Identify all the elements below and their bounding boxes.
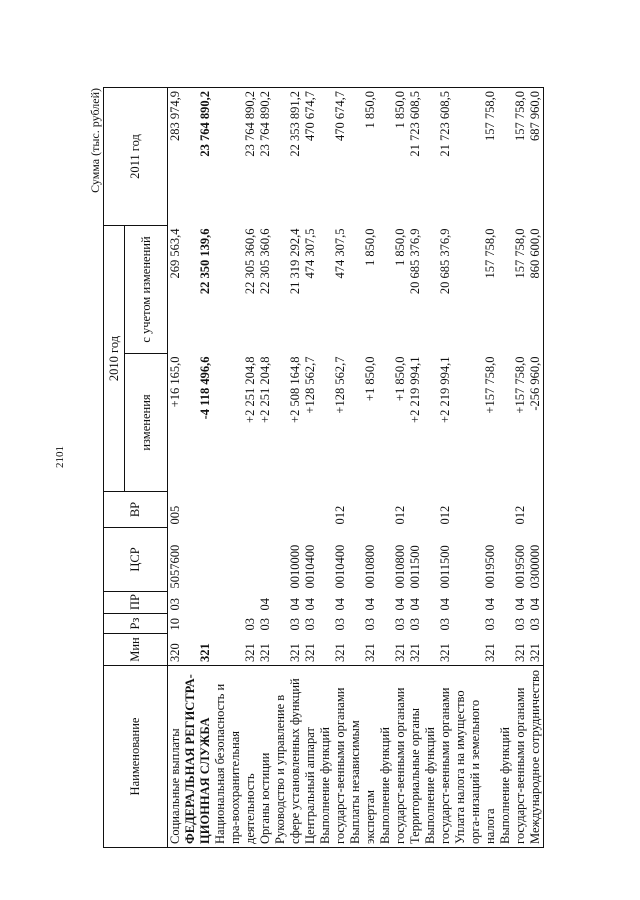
cell-pr: 04 [258,598,272,611]
cell-with-changes: 20 685 376,9 [408,228,422,295]
cell-min: 321 [408,643,422,662]
cell-with-changes: 20 685 376,9 [438,228,452,295]
cell-csr: 0300000 [528,528,544,592]
cell-vr [303,492,318,528]
cell-with-changes: 22 350 139,6 [198,228,212,295]
cell-changes: +1 850,0 [393,356,407,402]
header-rz: Рз [104,614,168,634]
header-pr: ПР [104,592,168,614]
cell-vr: 012 [513,505,527,525]
header-with-changes: с учетом изменений [125,225,168,353]
cell-min: 321 [333,643,347,662]
cell-csr: 0010400 [333,544,347,589]
table-row [258,87,273,847]
cell-min: 321 [198,643,212,662]
header-2010: 2010 год [104,225,125,491]
header-min: Мин [104,634,168,666]
cell-with-changes: 21 319 292,4 [288,228,302,295]
cell-2011: 283 974,9 [168,87,184,225]
cell-2011: 157 758,0 [498,87,528,225]
page-number: 2101 [54,446,66,468]
cell-csr [183,528,213,592]
cell-rz: 03 [483,618,497,631]
cell-vr [183,492,213,528]
cell-rz: 03 [408,618,422,631]
cell-name: Международное сотрудничество [528,666,544,848]
cell-2011: 23 764 890,2 [258,87,273,225]
cell-rz [183,614,213,634]
cell-pr: 04 [303,598,317,611]
cell-with-changes: 22 305 360,6 [258,228,272,295]
cell-changes: +2 508 164,8 [288,356,302,423]
table-row [183,87,213,847]
cell-min: 321 [393,643,407,662]
cell-2011: 470 674,7 [318,87,348,225]
cell-pr [183,592,213,614]
cell-changes: +128 562,7 [333,356,347,414]
cell-min: 321 [288,643,302,662]
cell-name: ФЕДЕРАЛЬНАЯ РЕГИСТРА-ЦИОННАЯ СЛУЖБА [183,666,213,848]
header-vr: ВР [104,492,168,528]
cell-pr: 04 [363,598,377,611]
cell-vr [408,492,423,528]
cell-2011: 21 723 608,5 [408,87,423,225]
cell-name: Социальные выплаты [168,666,184,848]
cell-rz: 03 [513,618,527,631]
cell-changes: -256 960,0 [528,354,544,492]
cell-vr: 005 [168,505,182,525]
cell-vr: 012 [393,505,407,525]
cell-csr: 0019500 [513,544,527,589]
cell-min: 321 [243,643,257,662]
cell-changes: +157 758,0 [483,356,497,414]
cell-csr: 0019500 [483,544,497,589]
budget-table [103,87,544,848]
cell-2011: 1 850,0 [378,87,408,225]
cell-pr: 04 [408,598,422,611]
cell-2011: 23 764 890,2 [183,87,213,225]
table-row [498,87,528,847]
cell-rz: 03 [393,618,407,631]
cell-min: 321 [258,643,272,662]
cell-min: 321 [483,643,497,662]
cell-min: 321 [303,643,317,662]
cell-pr: 04 [333,598,347,611]
cell-name: Органы юстиции [258,666,273,848]
cell-with-changes: 269 563,4 [168,228,182,279]
cell-changes: +2 251 204,8 [258,356,272,423]
cell-name: Выплаты независимым экспертам [348,666,378,848]
cell-csr: 0010400 [303,544,317,589]
cell-min: 321 [363,643,377,662]
table-body [168,87,544,847]
cell-csr: 5057600 [168,544,182,589]
cell-name: Уплата налога на имущество орга-низаций и земельного налога [453,666,498,848]
cell-2011: 21 723 608,5 [423,87,453,225]
cell-rz: 03 [303,618,317,631]
cell-csr [213,528,258,592]
table-row [378,87,408,847]
cell-name: Центральный аппарат [303,666,318,848]
cell-with-changes: 860 600,0 [528,225,544,353]
cell-vr [453,492,498,528]
cell-rz: 03 [438,618,452,631]
cell-min: 321 [528,634,544,666]
cell-changes: +157 758,0 [513,356,527,414]
cell-csr: 0011500 [408,545,422,589]
table-header [104,87,168,847]
cell-pr: 04 [288,598,302,611]
table-row [348,87,378,847]
cell-vr [273,492,303,528]
header-csr: ЦСР [104,528,168,592]
cell-csr: 0010000 [288,544,302,589]
table-row [528,87,544,847]
cell-csr: 0010800 [363,544,377,589]
cell-pr: 04 [393,598,407,611]
cell-pr: 04 [438,598,452,611]
cell-name: Выполнение функций государст-венными органами [378,666,408,848]
cell-csr [258,528,273,592]
cell-vr [213,492,258,528]
cell-vr [258,492,273,528]
cell-changes: +2 219 994,1 [408,356,422,423]
cell-with-changes: 157 758,0 [483,228,497,279]
cell-name: Выполнение функций государст-венными органами [318,666,348,848]
table-row [213,87,258,847]
cell-2011: 22 353 891,2 [273,87,303,225]
cell-pr [213,592,258,614]
cell-rz: 03 [363,618,377,631]
cell-changes: +2 251 204,8 [243,356,257,423]
cell-changes: +128 562,7 [303,356,317,414]
cell-min: 320 [168,643,182,662]
cell-with-changes: 1 850,0 [393,228,407,266]
cell-name: Руководство и управление в сфере установленных функций [273,666,303,848]
cell-rz: 10 [168,618,182,631]
cell-vr: 012 [333,505,347,525]
cell-name: Выполнение функций государст-венными органами [423,666,453,848]
cell-pr: 04 [483,598,497,611]
cell-name: Национальная безопасность и пра-воохранительная деятельность [213,666,258,848]
cell-changes: +1 850,0 [363,356,377,402]
cell-rz: 03 [528,614,544,634]
cell-2011: 157 758,0 [453,87,498,225]
cell-pr: 04 [528,592,544,614]
cell-name: Выполнение функций государст-венными органами [498,666,528,848]
table-row [273,87,303,847]
cell-2011: 23 764 890,2 [213,87,258,225]
table-row [408,87,423,847]
table-row [168,87,184,847]
cell-with-changes: 474 307,5 [303,228,317,279]
cell-2011: 1 850,0 [348,87,378,225]
cell-min: 321 [438,643,452,662]
header-changes: изменения [125,354,168,492]
cell-pr: 04 [513,598,527,611]
cell-vr: 012 [438,505,452,525]
cell-pr: 03 [168,598,182,611]
table-row [318,87,348,847]
table-row [453,87,498,847]
cell-min: 321 [513,643,527,662]
cell-rz: 03 [258,618,272,631]
cell-with-changes: 157 758,0 [513,228,527,279]
header-name: Наименование [104,666,168,848]
cell-csr: 0010800 [393,544,407,589]
cell-rz: 03 [288,618,302,631]
cell-rz: 03 [243,618,257,631]
rotated-page [88,88,588,848]
table-row [423,87,453,847]
cell-2011: 470 674,7 [303,87,318,225]
cell-with-changes: 474 307,5 [333,228,347,279]
table-row [303,87,318,847]
cell-csr: 0011500 [438,545,452,589]
cell-changes: +16 165,0 [168,356,182,408]
cell-rz: 03 [333,618,347,631]
cell-with-changes: 22 305 360,6 [243,228,257,295]
cell-changes: -4 118 496,6 [198,356,212,420]
cell-name: Территориальные органы [408,666,423,848]
cell-vr [348,492,378,528]
cell-2011: 687 960,0 [528,87,544,225]
header-2011: 2011 год [104,87,168,225]
cell-changes: +2 219 994,1 [438,356,452,423]
cell-with-changes: 1 850,0 [363,228,377,266]
unit-caption: Сумма (тыс. рублей) [88,88,102,193]
cell-vr [528,492,544,528]
